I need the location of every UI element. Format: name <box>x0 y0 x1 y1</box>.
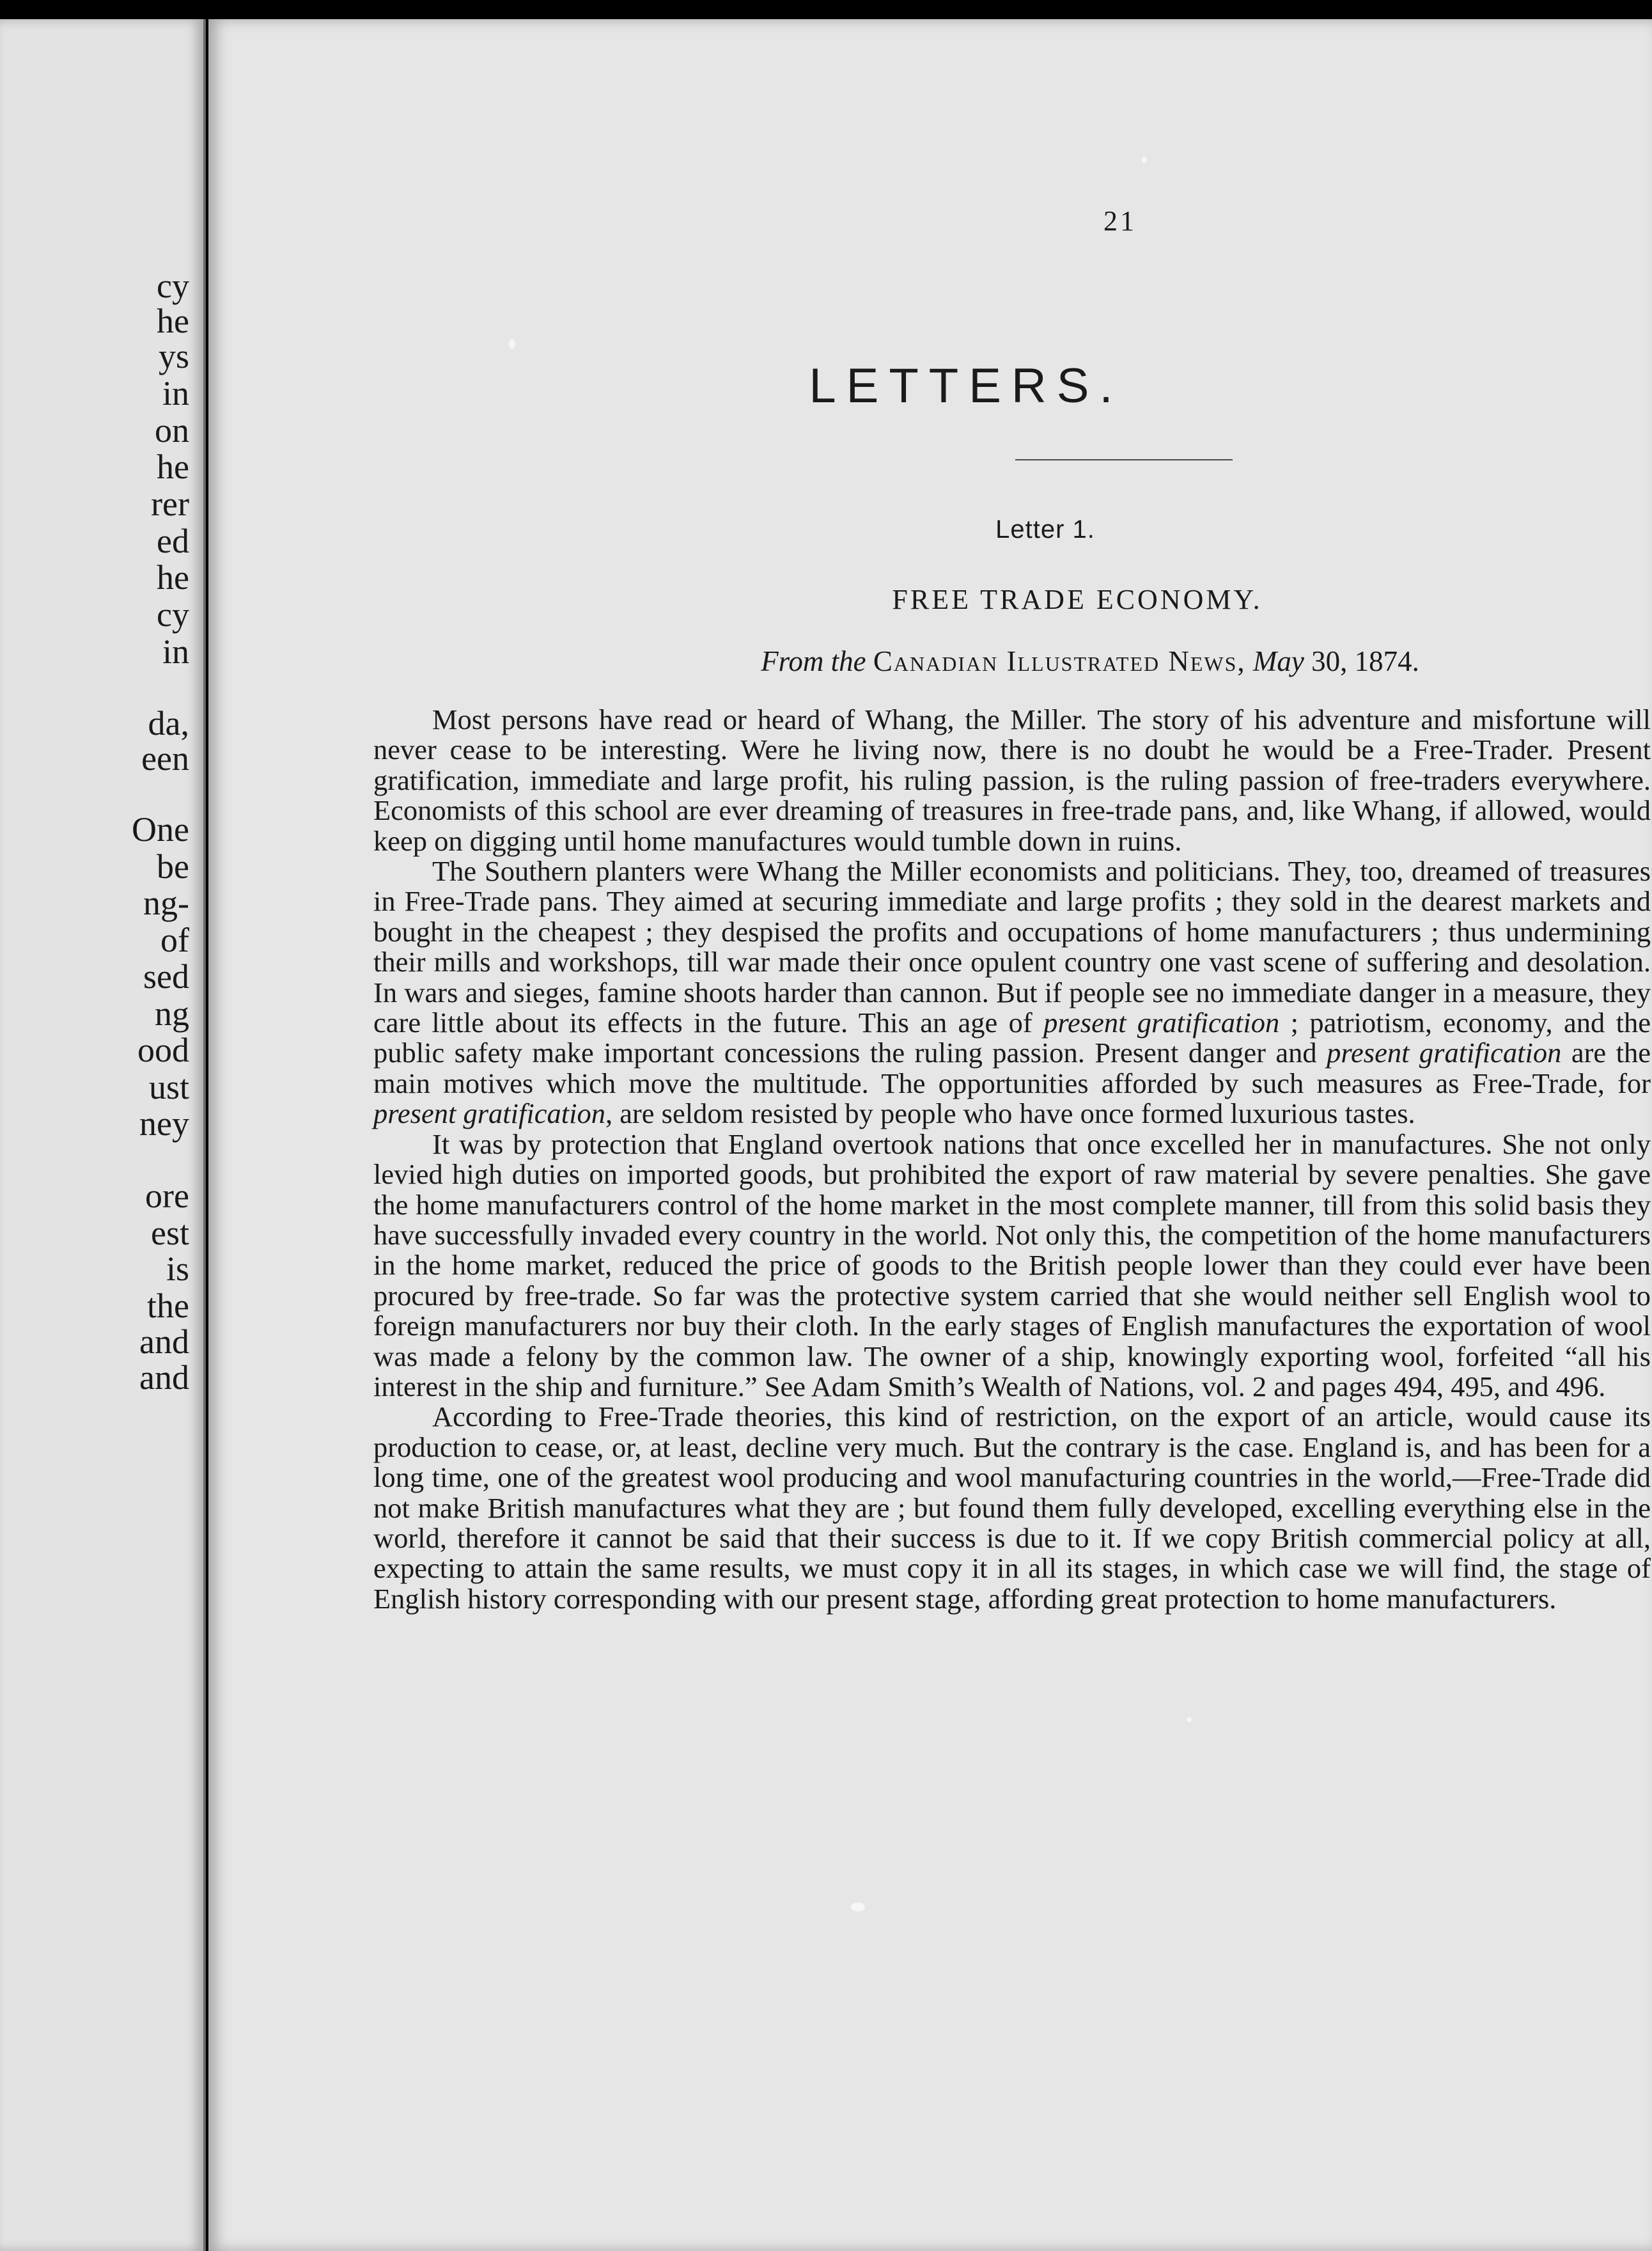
emphasis-text: present gratification <box>1327 1037 1562 1069</box>
previous-page-word: and <box>139 1322 189 1361</box>
paragraph-text: According to Free-Trade theories, this kind of restriction, on the export of an article, would cause its production to cease, or, at least, decline very much. But the contrary is the case. England is, and has been for a long time, one of the greatest wool producing and wool manufacturing countries in the world,—Free-Trade did not make British manufactures what they are ; but found them fully developed, excelling everything else in the world, therefore it cannot be said that their success is due to it. If we copy British commercial policy at all, expecting to attain the same results, we must copy it in all its stages, in which case we will find, the stage of English history corresponding with our present stage, affording great protection to home manufacturers. <box>373 1400 1651 1615</box>
paragraph <box>373 856 1651 1129</box>
previous-page-word: ney <box>139 1104 189 1143</box>
page <box>208 19 1652 2251</box>
previous-page-word: in <box>162 632 189 671</box>
paragraph-text: The Southern planters were Whang the Miller economists and politicians. They, too, dreamed of treasures in Free-Trade pans. They aimed at securing immediate and large profits ; they sold in the dearest markets and bought in the cheapest ; they despised the profits and occupations of home manufacturers ; thus undermining their mills and workshops, till war made their once opulent country one vast scene of suffering and desolation. In wars and sieges, famine shoots harder than cannon. But if people see no immediate danger in a measure, they care little about its effects in the future. This an age of <box>373 855 1651 1039</box>
paragraph-text: , are seldom resisted by people who have once formed luxurious tastes. <box>605 1097 1415 1130</box>
previous-page-word: in <box>162 374 189 412</box>
title-divider <box>1015 459 1233 460</box>
letter-heading: Letter 1. <box>995 515 1095 544</box>
paragraph <box>373 1402 1651 1614</box>
source-date: May <box>1252 645 1304 677</box>
previous-page-word: da, <box>148 704 189 742</box>
previous-page-word: sed <box>143 957 189 996</box>
previous-page-word: and <box>139 1358 189 1397</box>
previous-page-word: of <box>160 921 189 959</box>
previous-page-word: een <box>141 739 189 778</box>
previous-page-word: cy <box>157 595 189 634</box>
source-prefix: From the <box>761 645 866 677</box>
previous-page-word: he <box>157 302 189 340</box>
article-body <box>373 705 1651 1614</box>
previous-page-word: ed <box>157 522 189 560</box>
previous-page-word: be <box>157 847 189 886</box>
source-line <box>208 645 1652 678</box>
previous-page-word: ys <box>158 337 189 375</box>
previous-page-word: ood <box>137 1031 189 1069</box>
paragraph-text: It was by protection that England overtook nations that once excelled her in manufactures. She not only levied high duties on imported goods, but prohibited the export of raw material by severe penalties. She gave the home manufacturers control of the home market in the most complete manner, till from this solid basis they have successfully invaded every country in the world. Not only this, the competition of the home manufacturers in the home market, reduced the price of goods to the British people lower than they could ever have been procured by free-trade. So far was the protective system carried that she would neither sell English wool to foreign manufacturers nor buy their cloth. In the early stages of English manufactures the exportation of wool was made a felony by the common law. The owner of a ship, knowingly exporting wool, forfeited “all his interest in the ship and furniture.” See Adam Smith’s Wealth of Nations, vol. 2 and pages 494, 495, and 496. <box>373 1127 1651 1402</box>
paper-blemish <box>509 339 515 349</box>
emphasis-text: present gratification <box>1043 1007 1280 1039</box>
previous-page-word: ng <box>155 994 189 1033</box>
emphasis-text: present gratification <box>373 1097 605 1130</box>
section-title: FREE TRADE ECONOMY. <box>892 584 1263 615</box>
previous-page-word: ore <box>145 1177 189 1215</box>
previous-page-word: the <box>147 1287 189 1325</box>
paper-blemish <box>1142 157 1147 163</box>
paragraph <box>373 1129 1651 1402</box>
previous-page-edge <box>0 19 206 2251</box>
source-publication: Canadian Illustrated News, <box>873 645 1246 677</box>
page-number: 21 <box>1103 205 1137 237</box>
paragraph-text: Most persons have read or heard of Whang, the Miller. The story of his adventure and misfortune will never cease to be interesting. Were he living now, there is no doubt he would be a Free-Trader. Present gratification, immediate and large profit, his ruling passion, is the ruling passion of free-traders everywhere. Economists of this school are ever dreaming of treasures in free-trade pans, and, like Whang, if allowed, would keep on digging until home manufactures would tumble down in ruins. <box>373 703 1651 857</box>
paper-blemish <box>851 1902 865 1911</box>
previous-page-word: he <box>157 448 189 486</box>
previous-page-word: est <box>151 1214 189 1252</box>
paper-blemish <box>1187 1717 1192 1722</box>
previous-page-word: on <box>155 411 189 450</box>
paragraph-text: are the main motives which move the multitude. The opportunities afforded by such measures as Free-Trade, for <box>373 1037 1651 1099</box>
previous-page-word: ust <box>148 1068 189 1106</box>
page-title: LETTERS. <box>809 359 1123 413</box>
previous-page-word: ng- <box>143 884 189 922</box>
previous-page-word: is <box>166 1250 189 1288</box>
paragraph-text: ; patriotism, economy, and the public safety make important concessions the ruling passion. Present danger and <box>373 1007 1651 1069</box>
paragraph <box>373 705 1651 856</box>
previous-page-word: he <box>157 558 189 597</box>
previous-page-word: One <box>132 810 189 849</box>
previous-page-word: cy <box>157 267 189 305</box>
previous-page-word: rer <box>151 485 189 523</box>
source-date-rest: 30, 1874. <box>1311 645 1419 677</box>
